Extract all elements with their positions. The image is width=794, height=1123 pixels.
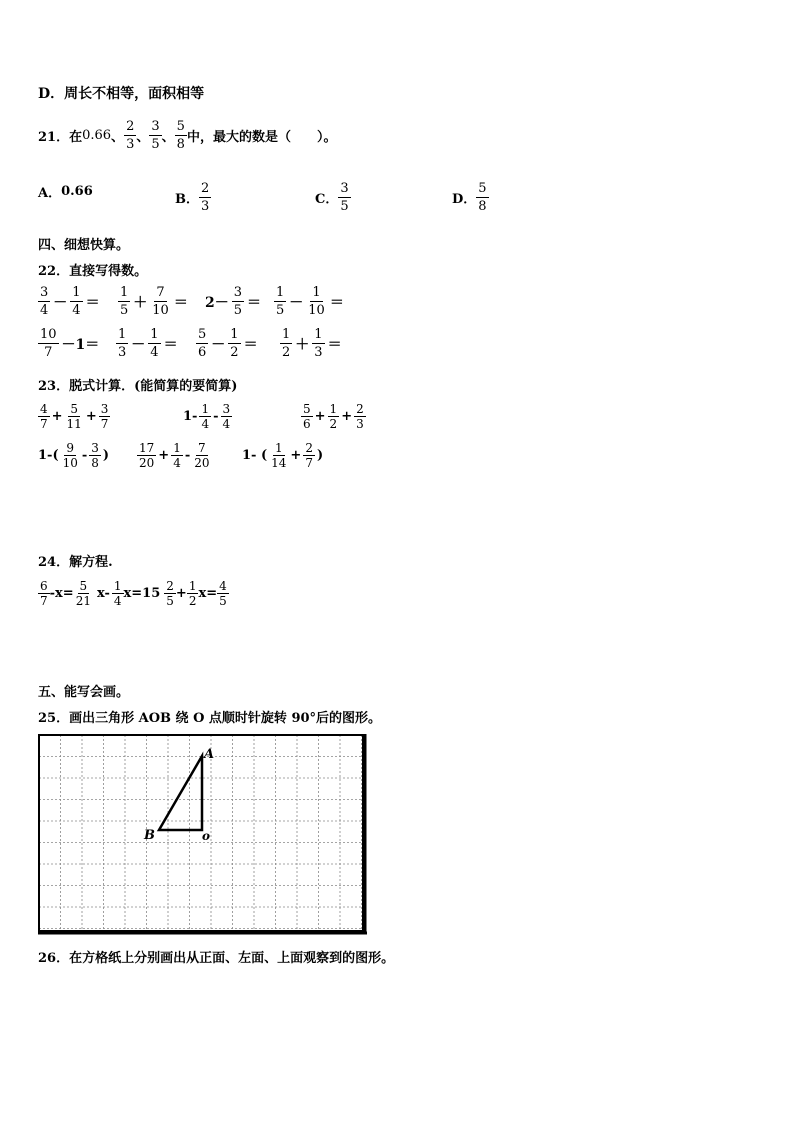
operator: + xyxy=(290,448,302,463)
q23-expression-1 xyxy=(38,403,110,430)
fraction: $\frac{1}{14}$ xyxy=(271,441,287,470)
operator: ＋ xyxy=(295,336,310,353)
equals: ＝ xyxy=(243,336,258,353)
section5-title: 五、能写会画。 xyxy=(38,685,130,700)
q21-sep-2: 、 xyxy=(136,130,150,145)
fraction: $\frac{1}{5}$ xyxy=(276,285,285,318)
fraction: $\frac{1}{5}$ xyxy=(120,285,129,318)
q21-option-d xyxy=(452,182,489,213)
grid-lines xyxy=(39,735,362,930)
fraction: $\frac{1}{3}$ xyxy=(118,327,127,360)
q21-fraction-3: $\frac{5}{8}$ xyxy=(176,119,185,152)
q23-expression-6 xyxy=(240,442,325,469)
operator: － xyxy=(53,294,68,311)
operator: + xyxy=(175,586,187,601)
fraction: $\frac{7}{20}$ xyxy=(194,441,210,470)
equals: ＝ xyxy=(329,294,344,311)
operator: － xyxy=(211,336,226,353)
equals: ＝ xyxy=(247,294,262,311)
q21-sep-3: 、 xyxy=(161,130,175,145)
operator: - xyxy=(213,409,219,424)
equals: ＝ xyxy=(163,336,178,353)
q25-title: 25．画出三角形 AOB 绕 O 点顺时针旋转 90°后的图形。 xyxy=(38,711,382,726)
triangle-aob xyxy=(159,756,202,830)
q21-question xyxy=(38,120,336,151)
fraction: $\frac{5}{6}$ xyxy=(303,402,311,431)
lead-term: 1- ( xyxy=(242,448,268,463)
q22-item xyxy=(274,286,347,317)
operator: - xyxy=(81,448,88,463)
fraction: $\frac{5}{21}$ xyxy=(75,579,91,608)
option-label: A． xyxy=(38,186,62,201)
lead-term: 1- xyxy=(183,409,198,424)
lead-term: 1-( xyxy=(38,448,59,463)
q23-expression-2 xyxy=(181,403,232,430)
fraction: $\frac{1}{10}$ xyxy=(308,285,325,318)
q22-item xyxy=(38,328,102,359)
operator: － xyxy=(131,336,146,353)
q23-expression-3 xyxy=(301,403,366,430)
option-fraction: $\frac{2}{3}$ xyxy=(201,181,210,214)
equation-tail: x=15 xyxy=(123,586,161,601)
q23-expression-4 xyxy=(38,442,111,469)
operator: + xyxy=(341,409,353,424)
q20-option-d: D．周长不相等，面积相等 xyxy=(38,86,205,102)
operator: ＋ xyxy=(133,294,148,311)
q21-option-c xyxy=(315,182,351,213)
fraction: $\frac{1}{4}$ xyxy=(72,285,81,318)
q21-fraction-2: $\frac{3}{5}$ xyxy=(151,119,160,152)
fraction: $\frac{1}{2}$ xyxy=(230,327,239,360)
q21-sep-1: 、 xyxy=(111,130,125,145)
equation-middle: -x= xyxy=(49,586,74,601)
fraction: $\frac{10}{7}$ xyxy=(40,327,57,360)
q22-item xyxy=(196,328,261,359)
q24-equations xyxy=(38,580,229,607)
operator: + xyxy=(51,409,63,424)
fraction: $\frac{1}{2}$ xyxy=(329,402,338,431)
label-b: B xyxy=(144,828,155,843)
fraction: $\frac{2}{7}$ xyxy=(305,441,313,470)
fraction: $\frac{1}{4}$ xyxy=(173,441,181,470)
fraction: $\frac{5}{11}$ xyxy=(66,402,82,431)
lead-term: 2－ xyxy=(205,294,229,311)
tail-term: ) xyxy=(316,448,324,463)
q22-title: 22．直接写得数。 xyxy=(38,264,148,279)
equals: ＝ xyxy=(327,336,342,353)
label-o: o xyxy=(202,829,211,843)
operator: + xyxy=(158,448,170,463)
q21-decimal: 0.66 xyxy=(82,128,112,143)
fraction: $\frac{3}{8}$ xyxy=(91,441,99,470)
fraction: $\frac{3}{4}$ xyxy=(40,285,49,318)
fraction: $\frac{1}{4}$ xyxy=(201,402,210,431)
fraction: $\frac{1}{4}$ xyxy=(113,579,122,608)
q24-title: 24．解方程. xyxy=(38,555,113,570)
fraction: $\frac{17}{20}$ xyxy=(139,441,155,470)
q23-expression-5 xyxy=(137,442,212,469)
q23-title: 23．脱式计算．(能简算的要简算) xyxy=(38,379,238,394)
option-fraction: $\frac{3}{5}$ xyxy=(340,181,349,214)
q21-prefix: 21．在 xyxy=(38,130,83,145)
operator: + xyxy=(314,409,326,424)
option-fraction: $\frac{5}{8}$ xyxy=(478,181,487,214)
tail-term: ) xyxy=(102,448,110,463)
fraction: $\frac{4}{5}$ xyxy=(219,579,227,608)
operator: + xyxy=(85,409,97,424)
q21-fraction-1: $\frac{2}{3}$ xyxy=(126,119,135,152)
fraction: $\frac{7}{10}$ xyxy=(152,285,169,318)
fraction: $\frac{1}{2}$ xyxy=(188,579,197,608)
fraction: $\frac{2}{3}$ xyxy=(356,402,364,431)
option-label: D． xyxy=(452,192,477,207)
fraction: $\frac{1}{4}$ xyxy=(150,327,159,360)
q21-option-b xyxy=(175,182,211,213)
fraction: $\frac{4}{7}$ xyxy=(40,402,48,431)
option-label: C． xyxy=(315,192,339,207)
equals: ＝ xyxy=(173,294,188,311)
fraction: $\frac{5}{6}$ xyxy=(198,327,207,360)
operator: － xyxy=(289,294,304,311)
equals: ＝ xyxy=(85,294,100,311)
equation-middle: x= xyxy=(198,586,218,601)
q21-suffix: 中，最大的数是（ ）。 xyxy=(186,130,337,145)
label-a: A xyxy=(204,747,215,762)
q25-grid-figure xyxy=(38,734,370,937)
operator: - xyxy=(184,448,191,463)
fraction: $\frac{1}{2}$ xyxy=(282,327,291,360)
fraction: $\frac{3}{5}$ xyxy=(233,285,243,318)
equation-lead: x- xyxy=(96,586,110,601)
q22-item xyxy=(118,286,191,317)
fraction: $\frac{3}{4}$ xyxy=(222,402,231,431)
fraction: $\frac{9}{10}$ xyxy=(62,441,78,470)
q22-item xyxy=(202,286,264,317)
q22-item xyxy=(38,286,103,317)
fraction: $\frac{2}{5}$ xyxy=(166,579,174,608)
option-label: B． xyxy=(175,192,199,207)
option-value: 0.66 xyxy=(61,184,93,199)
section4-title: 四、细想快算。 xyxy=(38,238,130,253)
fraction: $\frac{3}{7}$ xyxy=(100,402,109,431)
fraction: $\frac{6}{7}$ xyxy=(40,579,48,608)
q26-title: 26．在方格纸上分别画出从正面、左面、上面观察到的图形。 xyxy=(38,951,395,966)
q21-option-a xyxy=(38,182,93,201)
q22-item xyxy=(280,328,345,359)
q22-item xyxy=(116,328,181,359)
fraction: $\frac{1}{3}$ xyxy=(314,327,323,360)
operator: －1＝ xyxy=(61,336,100,353)
